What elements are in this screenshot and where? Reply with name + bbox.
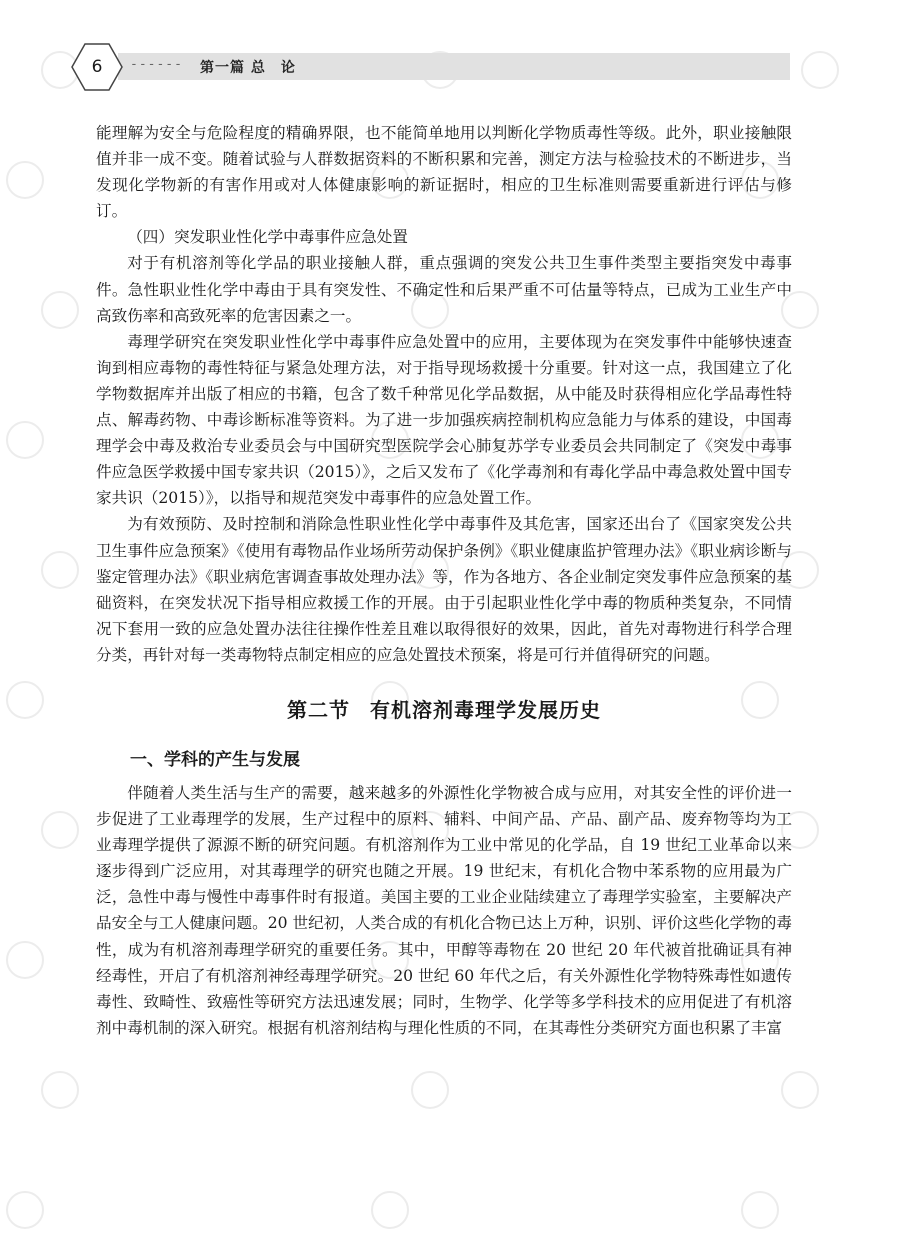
- running-header-title: 第一篇 总 论: [200, 60, 296, 76]
- section-label: 第二节: [287, 697, 350, 722]
- paragraph: 对于有机溶剂等化学品的职业接触人群，重点强调的突发公共卫生事件类型主要指突发中毒事件。急性职业性化学中毒由于具有突发性、不确定性和后果严重不可估量等特点，已成为工业生产中高致伤率和高致死率的危害因素之一。: [96, 254, 792, 325]
- header-dashes: ------: [130, 57, 183, 72]
- section-title-text: 有机溶剂毒理学发展历史: [370, 697, 601, 722]
- page-body: [96, 120, 792, 1041]
- paragraph: 伴随着人类生活与生产的需要，越来越多的外源性化学物被合成与应用，对其安全性的评价进一步促进了工业毒理学的发展，生产过程中的原料、辅料、中间产品、产品、副产品、废弃物等均为工业毒理学提供了源源不断的研究问题。有机溶剂作为工业中常见的化学品，自 19 世纪工业革命以来逐步得到广泛应用，对其毒理学的研究也随之开展。19 世纪末，有机化合物中苯系物的应用最为广泛，急性中毒与慢性中毒事件时有报道。美国主要的工业企业陆续建立了毒理学实验室，主要解决产品安全与工人健康问题。20 世纪初，人类合成的有机化合物已达上万种，识别、评价这些化学物的毒性，成为有机溶剂毒理学研究的重要任务。其中，甲醇等毒物在 20 世纪 20 年代被首批确证具有神经毒性，开启了有机溶剂神经毒理学研究。20 世纪 60 年代之后，有关外源性化学物特殊毒性如遗传毒性、致畸性、致癌性等研究方法迅速发展；同时，生物学、化学等多学科技术的应用促进了有机溶剂中毒机制的深入研究。根据有机溶剂结构与理化性质的不同，在其毒性分类研究方面也积累了丰富: [96, 783, 792, 1037]
- paragraph-continuation: 能理解为安全与危险程度的精确界限，也不能简单地用以判断化学物质毒性等级。此外，职业接触限值并非一成不变。随着试验与人群数据资料的不断积累和完善，测定方法与检验技术的不断进步，当发现化学物新的有害作用或对人体健康影响的新证据时，相应的卫生标准则需要重新进行评估与修订。: [96, 124, 792, 221]
- paragraph: 为有效预防、及时控制和消除急性职业性化学中毒事件及其危害，国家还出台了《国家突发公共卫生事件应急预案》《使用有毒物品作业场所劳动保护条例》《职业健康监护管理办法》《职业病诊断与鉴定管理办法》《职业病危害调查事故处理办法》等，作为各地方、各企业制定突发事件应急预案的基础资料，在突发状况下指导相应救援工作的开展。由于引起职业性化学中毒的物质种类复杂，不同情况下套用一致的应急处置办法往往操作性差且难以取得很好的效果，因此，首先对毒物进行科学合理分类，再针对每一类毒物特点制定相应的应急处置技术预案，将是可行并值得研究的问题。: [96, 515, 792, 664]
- subsection-heading: 一、学科的产生与发展: [130, 749, 300, 770]
- section-heading: [96, 694, 792, 723]
- paragraph: 毒理学研究在突发职业性化学中毒事件应急处置中的应用，主要体现为在突发事件中能够快速查询到相应毒物的毒性特征与紧急处理方法，对于指导现场救援十分重要。针对这一点，我国建立了化学物数据库并出版了相应的书籍，包含了数千种常见化学品数据，从中能及时获得相应化学品毒性特点、解毒药物、中毒诊断标准等资料。为了进一步加强疾病控制机构应急能力与体系的建设，中国毒理学会中毒及救治专业委员会与中国研究型医院学会心肺复苏学专业委员会共同制定了《突发中毒事件应急医学救援中国专家共识（2015）》，之后又发布了《化学毒剂和有毒化学品中毒急救处置中国专家共识（2015）》，以指导和规范突发中毒事件的应急处置工作。: [96, 332, 792, 508]
- subheading-emergency-response: （四）突发职业性化学中毒事件应急处置: [127, 228, 408, 247]
- page-number: 6: [91, 57, 103, 77]
